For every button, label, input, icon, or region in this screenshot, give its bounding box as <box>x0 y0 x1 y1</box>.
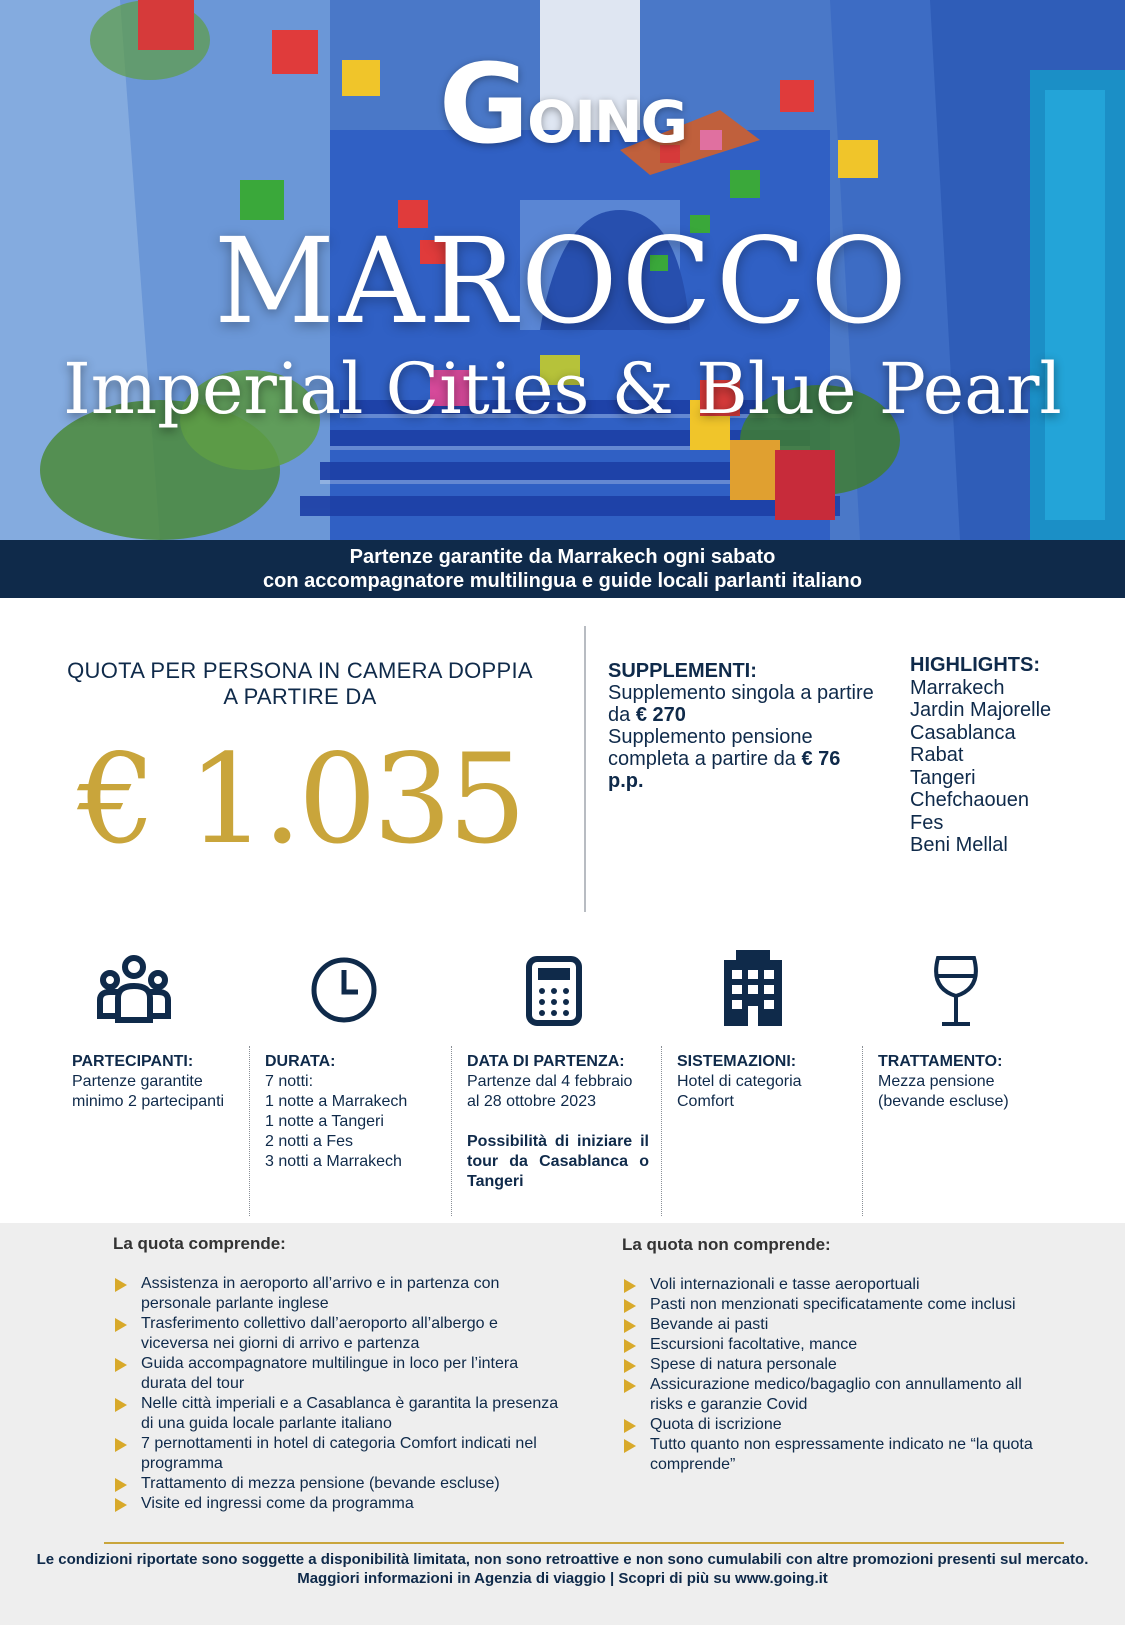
single-supplement-text: Supplemento singola a partire da <box>608 682 874 726</box>
treatment-title: TRATTAMENTO: <box>878 1053 1003 1070</box>
treatment-feature <box>878 1052 1058 1112</box>
highlight-item: Marrakech <box>910 676 1005 699</box>
list-item: Tutto quanto non espressamente indicato ne “la quota comprende” <box>622 1435 1052 1475</box>
highlights-section <box>910 654 1110 857</box>
price-value: € 1.035 <box>77 728 523 872</box>
feature-divider <box>249 1046 250 1216</box>
list-item: Trasferimento collettivo dall’aeroporto all’albergo e viceversa nei giorni di arrivo e partenza <box>113 1314 563 1354</box>
feature-divider <box>661 1046 662 1216</box>
supplements-section <box>608 660 878 792</box>
list-item: Trattamento di mezza pensione (bevande escluse) <box>113 1474 563 1494</box>
list-item: Escursioni facoltative, mance <box>622 1335 1052 1355</box>
vertical-divider <box>584 626 586 912</box>
footer-disclaimer <box>0 1550 1125 1588</box>
duration-feature <box>265 1052 435 1172</box>
banner-line-2: con accompagnatore multilingua e guide locali parlanti italiano <box>263 570 862 592</box>
duration-line: 7 notti: <box>265 1073 314 1090</box>
footer-divider <box>104 1542 1064 1544</box>
accommodation-title: SISTEMAZIONI: <box>677 1053 797 1070</box>
highlights-title: HIGHLIGHTS: <box>910 654 1040 676</box>
single-supplement-price: € 270 <box>635 704 686 726</box>
highlight-item: Tangeri <box>910 766 976 789</box>
list-item: 7 pernottamenti in hotel di categoria Comfort indicati nel programma <box>113 1434 563 1474</box>
highlight-item: Rabat <box>910 744 964 766</box>
highlight-item: Chefchaouen <box>910 789 1029 811</box>
duration-title: DURATA: <box>265 1053 336 1070</box>
highlight-item: Casablanca <box>910 721 1016 744</box>
highlight-item: Fes <box>910 811 944 834</box>
participants-text: Partenze garantite minimo 2 partecipanti <box>72 1073 225 1110</box>
excludes-list <box>622 1275 1052 1475</box>
banner-line-1: Partenze garantite da Marrakech ogni sabato <box>349 546 776 568</box>
list-item: Assistenza in aeroporto all’arrivo e in partenza con personale parlante inglese <box>113 1274 563 1314</box>
participants-feature <box>72 1052 232 1112</box>
group-people-icon <box>96 954 172 1026</box>
footer-line-1: Le condizioni riportate sono soggette a disponibilità limitata, non sono retroattive e non sono cumulabili con altre promozioni presenti sul mercato. <box>36 1551 1089 1568</box>
includes-section <box>113 1234 563 1514</box>
single-supplement <box>608 682 878 726</box>
excludes-title: La quota non comprende: <box>622 1235 831 1254</box>
list-item: Visite ed ingressi come da programma <box>113 1494 563 1514</box>
list-item: Bevande ai pasti <box>622 1315 1052 1335</box>
list-item: Guida accompagnatore multilingue in loco per l’intera durata del tour <box>113 1354 563 1394</box>
list-item: Voli internazionali e tasse aeroportuali <box>622 1275 1052 1295</box>
departure-title: DATA DI PARTENZA: <box>467 1053 625 1070</box>
destination-subtitle: Imperial Cities & Blue Pearl <box>63 348 1062 430</box>
departure-feature <box>467 1052 649 1192</box>
list-item: Spese di natura personale <box>622 1355 1052 1375</box>
footer-line-2[interactable]: Maggiori informazioni in Agenzia di viaggio | Scopri di più su www.going.it <box>297 1570 828 1587</box>
board-supplement-text: Supplemento pensione completa a partire da <box>608 726 813 770</box>
feature-divider <box>451 1046 452 1216</box>
participants-title: PARTECIPANTI: <box>72 1053 194 1070</box>
hotel-building-icon <box>722 950 784 1026</box>
duration-line: 2 notti a Fes <box>265 1133 354 1150</box>
duration-line: 1 notte a Tangeri <box>265 1113 384 1130</box>
list-item: Assicurazione medico/bagaglio con annullamento all risks e garanzie Covid <box>622 1375 1052 1415</box>
price-caption-line-1: QUOTA PER PERSONA IN CAMERA DOPPIA <box>67 658 533 683</box>
supplements-title: SUPPLEMENTI: <box>608 660 757 682</box>
destination-title: MAROCCO <box>214 212 911 350</box>
departures-banner <box>0 540 1125 598</box>
logo-big-letter: G <box>438 40 528 168</box>
wine-glass-icon <box>930 954 982 1028</box>
accommodation-feature <box>677 1052 847 1112</box>
feature-divider <box>862 1046 863 1216</box>
duration-line: 3 notti a Marrakech <box>265 1153 402 1170</box>
departure-text: Partenze dal 4 febbraio al 28 ottobre 2023 <box>467 1073 633 1110</box>
going-logo[interactable] <box>0 40 1125 168</box>
logo-text: OING <box>527 88 687 156</box>
price-caption-line-2: A PARTIRE DA <box>223 684 377 709</box>
includes-title: La quota comprende: <box>113 1234 286 1253</box>
price-section <box>40 658 560 872</box>
hero-image <box>0 0 1125 540</box>
accommodation-text: Hotel di categoria Comfort <box>677 1073 802 1110</box>
highlight-item: Jardin Majorelle <box>910 699 1052 721</box>
highlight-item: Beni Mellal <box>910 834 1008 856</box>
treatment-text: Mezza pensione (bevande escluse) <box>878 1073 1009 1110</box>
calculator-icon <box>526 956 582 1026</box>
board-supplement <box>608 726 878 792</box>
departure-note: Possibilità di iniziare il tour da Casablanca o Tangeri <box>467 1133 649 1190</box>
includes-list <box>113 1274 563 1514</box>
duration-line: 1 notte a Marrakech <box>265 1093 408 1110</box>
list-item: Pasti non menzionati specificatamente come inclusi <box>622 1295 1052 1315</box>
excludes-section <box>622 1235 1052 1475</box>
list-item: Quota di iscrizione <box>622 1415 1052 1435</box>
board-supplement-price: € 76 p.p. <box>608 748 841 792</box>
list-item: Nelle città imperiali e a Casablanca è garantita la presenza di una guida locale parlante italiano <box>113 1394 563 1434</box>
clock-icon <box>310 956 378 1024</box>
